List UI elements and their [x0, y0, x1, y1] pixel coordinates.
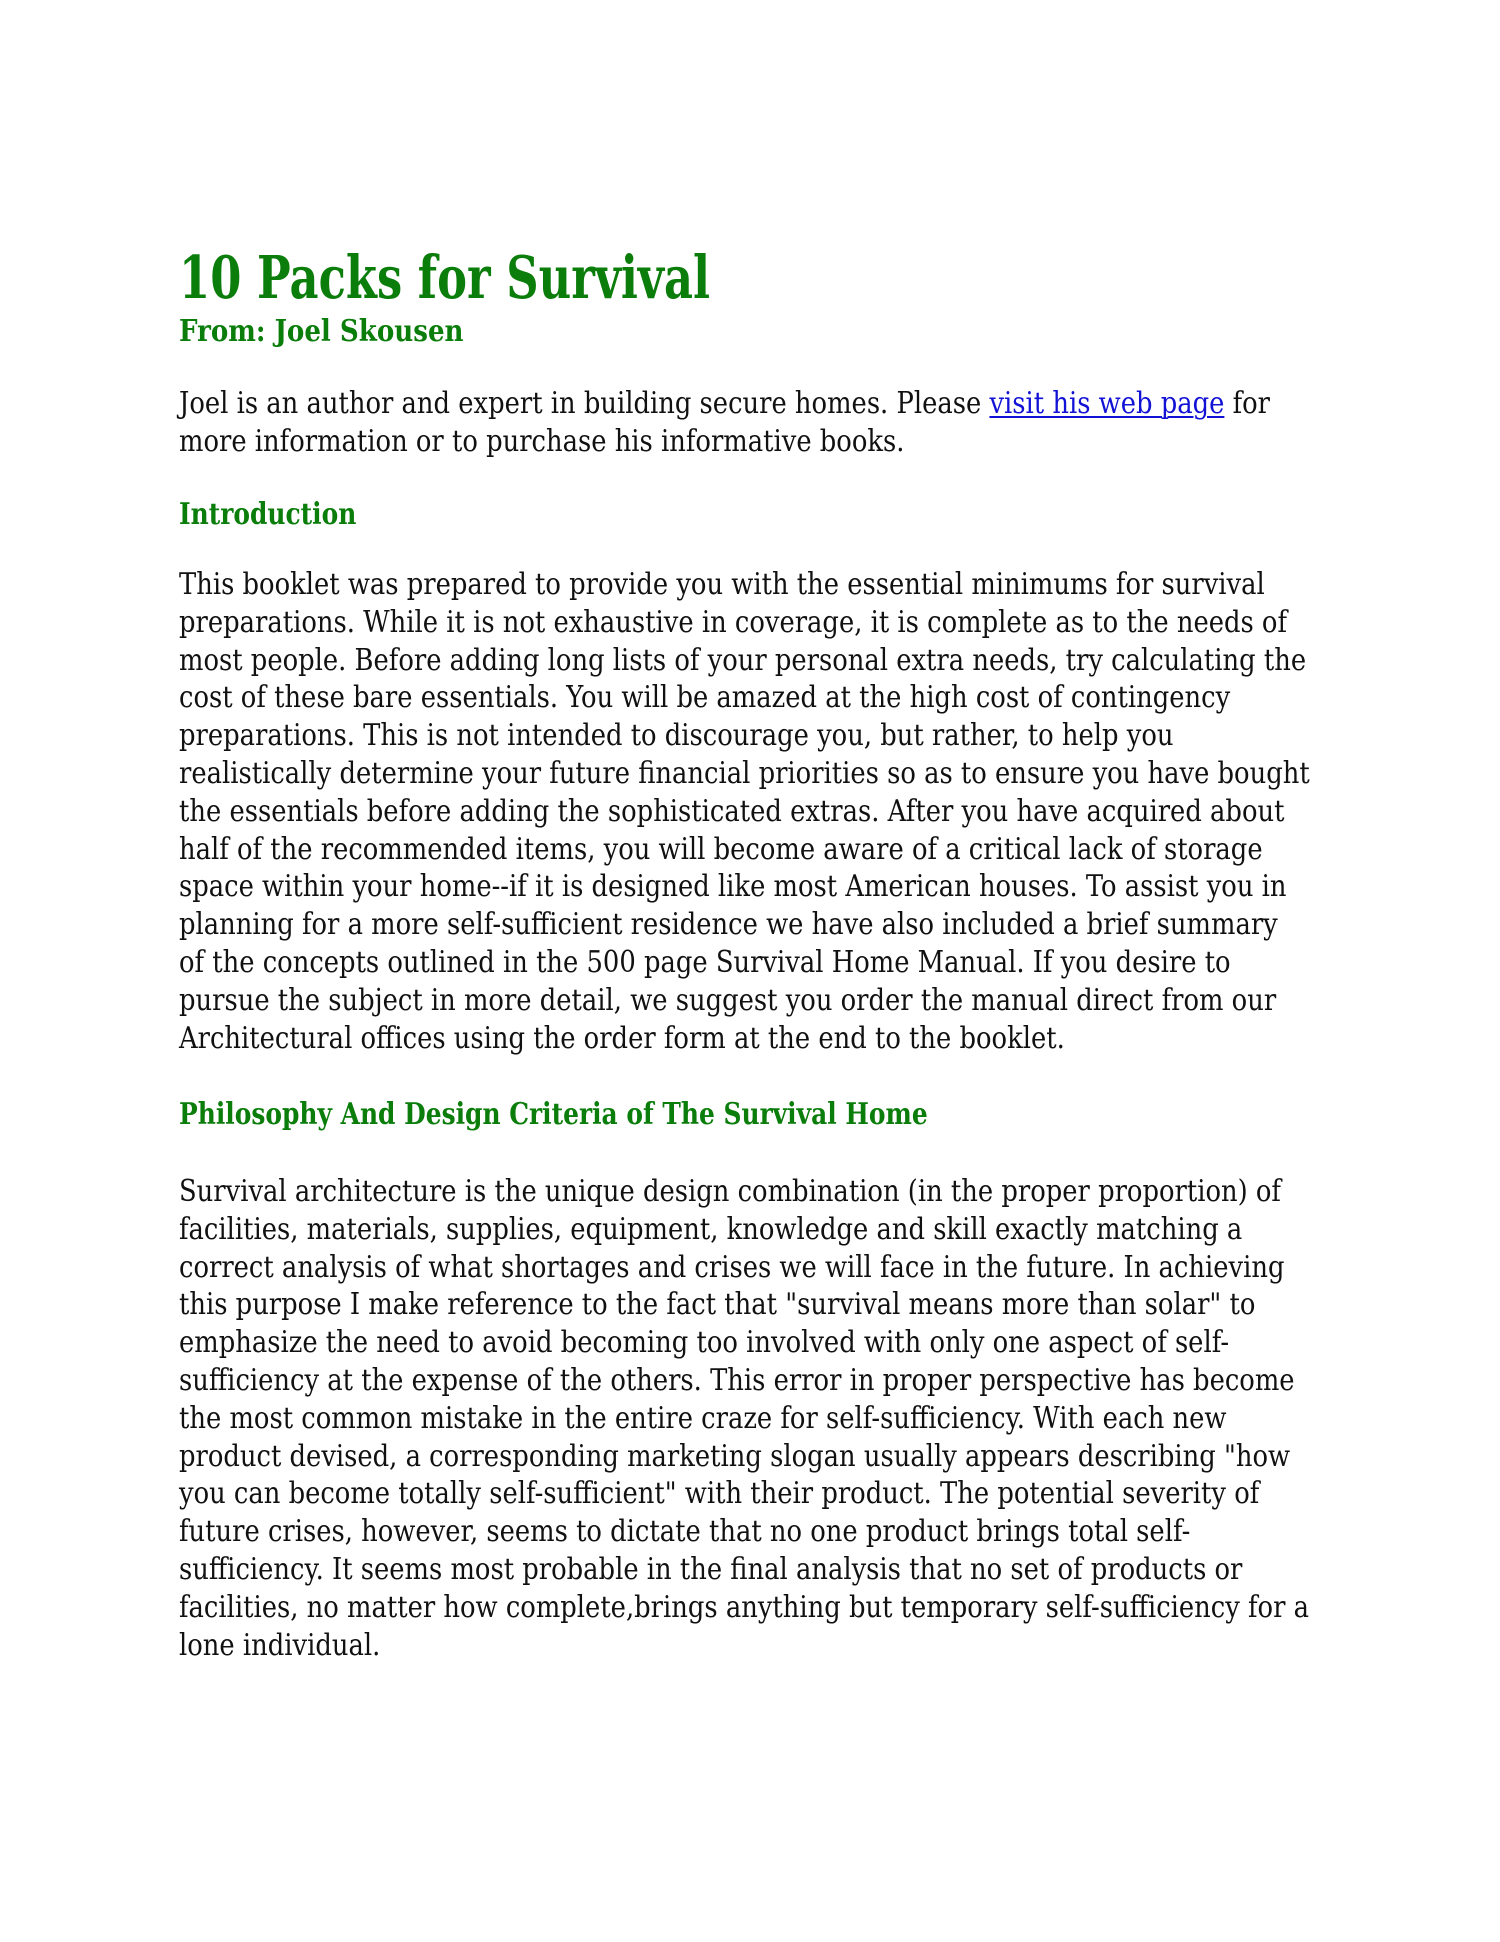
paragraph-line: half of the recommended items, you will become aware of a critical lack of storage	[179, 831, 1263, 867]
paragraph-line: sufficiency at the expense of the others. This error in proper perspective has become	[179, 1362, 1295, 1398]
paragraph-line: Survival architecture is the unique design combination (in the proper proportion) of	[179, 1174, 1281, 1209]
paragraph-line: product devised, a corresponding marketing slogan usually appears describing "how	[179, 1438, 1291, 1474]
page-title: 10 Packs for Survival	[179, 243, 711, 312]
paragraph-line: Architectural offices using the order form at the end to the booklet.	[179, 1020, 1065, 1056]
paragraph-line: realistically determine your future financial priorities so as to ensure you have bought	[179, 755, 1310, 791]
paragraph-line: of the concepts outlined in the 500 page Survival Home Manual. If you desire to	[179, 944, 1231, 980]
author-intro-line-1	[179, 385, 1270, 423]
paragraph-line: space within your home--if it is designed like most American houses. To assist you in	[179, 869, 1287, 905]
paragraph-line: most people. Before adding long lists of your personal extra needs, try calculating the	[179, 642, 1307, 678]
paragraph-line: future crises, however, seems to dictate that no one product brings total self-	[179, 1514, 1191, 1550]
philosophy-paragraph	[179, 1173, 1309, 1664]
section-heading-introduction: Introduction	[179, 497, 357, 532]
paragraph-line: planning for a more self-sufficient residence we have also included a brief summary	[179, 907, 1278, 943]
author-intro-line-2: more information or to purchase his informative books.	[179, 423, 905, 459]
paragraph-line: the most common mistake in the entire craze for self-sufficiency. With each new	[179, 1400, 1227, 1436]
paragraph-line: cost of these bare essentials. You will be amazed at the high cost of contingency	[179, 680, 1231, 716]
paragraph-line: you can become totally self-sufficient" with their product. The potential severity of	[179, 1476, 1260, 1512]
author-intro-text: Joel is an author and expert in building secure homes. Please	[179, 386, 990, 421]
author-byline: From: Joel Skousen	[179, 314, 464, 349]
visit-web-page-link[interactable]: visit his web page	[989, 386, 1225, 421]
paragraph-line: facilities, materials, supplies, equipment, knowledge and skill exactly matching a	[179, 1211, 1243, 1247]
paragraph-line: preparations. This is not intended to discourage you, but rather, to help you	[179, 718, 1174, 754]
paragraph-line: correct analysis of what shortages and crises we will face in the future. In achieving	[179, 1249, 1285, 1285]
paragraph-line: This booklet was prepared to provide you with the essential minimums for survival	[179, 567, 1265, 602]
paragraph-line: preparations. While it is not exhaustive in coverage, it is complete as to the needs of	[179, 604, 1288, 640]
paragraph-line: facilities, no matter how complete,brings anything but temporary self-sufficiency for a	[179, 1589, 1309, 1625]
paragraph-line: sufficiency. It seems most probable in the final analysis that no set of products or	[179, 1551, 1243, 1587]
introduction-paragraph	[179, 566, 1310, 1057]
paragraph-line: lone individual.	[179, 1627, 381, 1663]
paragraph-line: the essentials before adding the sophisticated extras. After you have acquired about	[179, 793, 1285, 829]
author-intro-text-after-link: for	[1224, 386, 1271, 421]
paragraph-line: pursue the subject in more detail, we suggest you order the manual direct from our	[179, 982, 1277, 1018]
paragraph-line: emphasize the need to avoid becoming too involved with only one aspect of self-	[179, 1325, 1230, 1361]
paragraph-line: this purpose I make reference to the fact that "survival means more than solar" to	[179, 1287, 1256, 1323]
section-heading-philosophy: Philosophy And Design Criteria of The Survival Home	[179, 1097, 928, 1132]
author-intro-paragraph	[179, 385, 1270, 461]
